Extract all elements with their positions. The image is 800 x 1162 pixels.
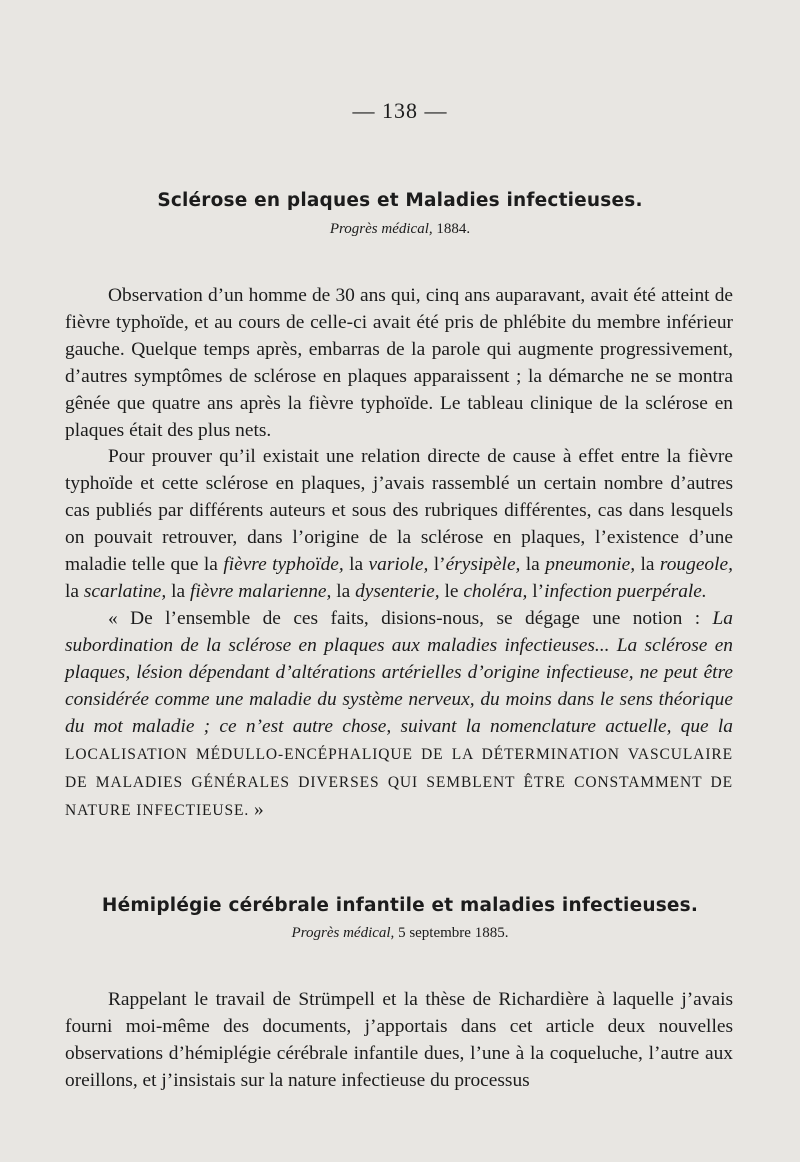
- disease: érysipèle,: [445, 554, 521, 576]
- text: Pour prouver qu’il existait une relation directe de cause à effet entre la fièvre typhoïde et cette sclérose en plaques, j’avais rassemblé un certain nombre d’autres cas publiés par différents auteurs et sous des rubriques différentes, cas dans lesquels on pouvait retrouver, dans l’origine de la sclérose en plaques, l’existence d’une maladie telle que la: [65, 446, 733, 576]
- paragraph: Rappelant le travail de Strümpell et la thèse de Richardière à laquelle j’avais fourni moi-même des documents, j’apportais dans cet article deux nouvelles observations d’hémiplégie cérébrale infantile dues, l’une à la coqueluche, l’autre aux oreillons, et j’insistais sur la nature infectieuse du processus: [65, 989, 733, 1091]
- paragraph: [65, 444, 733, 605]
- text: la: [331, 580, 356, 602]
- disease: dysenterie,: [355, 580, 440, 602]
- disease: choléra,: [463, 580, 528, 602]
- disease: rougeole,: [659, 554, 733, 576]
- text: l’: [527, 580, 545, 602]
- paragraph: Observation d’un homme de 30 ans qui, cinq ans auparavant, avait été atteint de fièvre typhoïde, et au cours de celle-ci avait été pris de phlébite du membre inférieur gauche. Quelque temps après, embarras de la parole qui augmente progressivement, d’autres symptômes de sclérose en plaques apparaissent ; la démarche ne se montra gênée que quatre ans après la fièvre typhoïde. Le tableau clinique de la sclérose en plaques était des plus nets.: [65, 285, 733, 441]
- page-number: — 138 —: [352, 98, 448, 123]
- section-body: [65, 283, 733, 825]
- source-journal: Progrès médical,: [291, 925, 395, 941]
- disease: fièvre typhoïde,: [223, 554, 344, 576]
- section-title: Hémiplégie cérébrale infantile et maladies infectieuses.: [101, 895, 699, 916]
- quote-lead: « De l’ensemble de ces faits, disions-nous, se dégage une notion :: [108, 607, 713, 629]
- disease: pneumonie,: [545, 554, 636, 576]
- text: la: [166, 580, 190, 602]
- section-body: [65, 987, 733, 1095]
- quote-end: »: [249, 799, 264, 821]
- source-date: 1884.: [432, 221, 471, 237]
- source-date: 5 septembre 1885.: [394, 925, 509, 941]
- section-source: [0, 925, 800, 942]
- text: la: [65, 580, 84, 602]
- text: l’: [428, 554, 446, 576]
- disease: variole,: [368, 554, 429, 576]
- text: le: [439, 580, 464, 602]
- section-source: [0, 221, 800, 238]
- source-journal: Progrès médical,: [329, 221, 433, 237]
- quote-italic: La subordination de la sclérose en plaques aux maladies infectieuses... La sclérose en plaques, lésion dépendant d’altérations artérielles d’origine infectieuse, ne peut être considérée comme une maladie du système nerveux, du moins dans le sens théorique du mot maladie ; ce n’est autre chose, suivant la nomenclature actuelle, que la: [65, 607, 733, 737]
- disease: fièvre malarienne,: [189, 580, 332, 602]
- quote-smallcaps: LOCALISATION MÉDULLO-ENCÉPHALIQUE DE LA DÉTERMINATION VASCULAIRE DE MALADIES GÉNÉRALES DIVERSES QUI SEMBLENT ÊTRE CONSTAMMENT DE NATURE INFECTIEUSE.: [65, 746, 733, 820]
- text: la: [343, 554, 369, 576]
- disease: scarlatine,: [83, 580, 167, 602]
- disease: infection puerpérale.: [544, 580, 707, 602]
- quotation-paragraph: [65, 606, 733, 825]
- text: la: [520, 554, 546, 576]
- text: la: [635, 554, 660, 576]
- section-title: Sclérose en plaques et Maladies infectieuses.: [157, 190, 643, 211]
